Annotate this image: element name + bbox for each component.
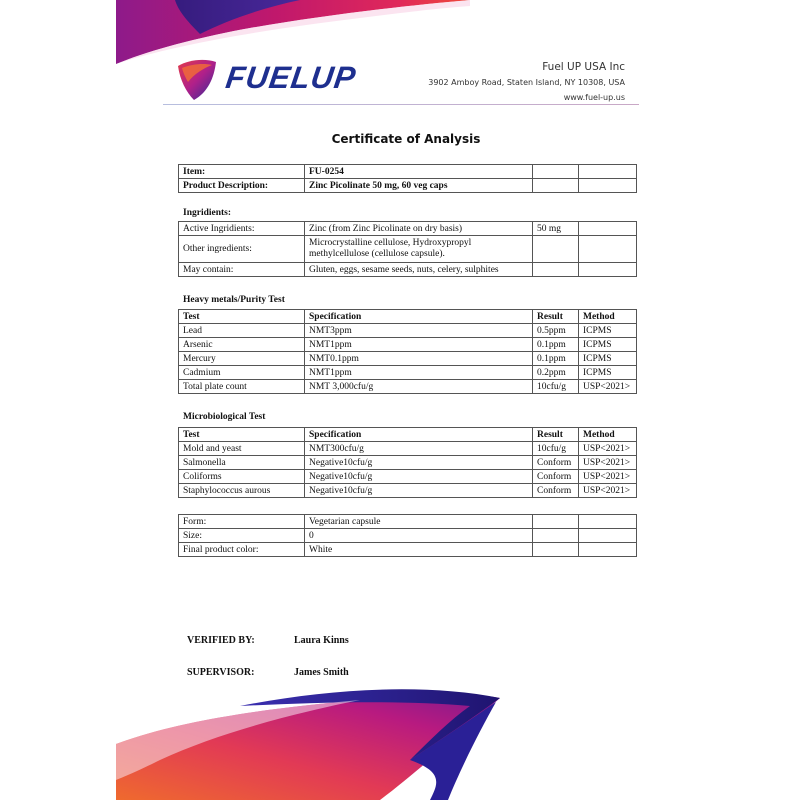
product-description-label: Product Description: (179, 179, 305, 193)
test-method: USP<2021> (579, 442, 637, 456)
test-result: Conform (533, 484, 579, 498)
test-method: USP<2021> (579, 380, 637, 394)
test-result: 10cfu/g (533, 442, 579, 456)
company-name: Fuel UP USA Inc (542, 61, 625, 73)
item-table (178, 164, 637, 193)
test-method: ICPMS (579, 338, 637, 352)
microbiological-heading: Microbiological Test (183, 412, 266, 422)
test-method: ICPMS (579, 352, 637, 366)
page-title: Certificate of Analysis (331, 132, 481, 146)
test-result: 0.2ppm (533, 366, 579, 380)
size-label: Size: (179, 529, 305, 543)
test-method: ICPMS (579, 324, 637, 338)
column-header-test: Test (179, 428, 305, 442)
test-method: USP<2021> (579, 470, 637, 484)
test-method: USP<2021> (579, 484, 637, 498)
active-ingredients-label: Active Ingridients: (179, 222, 305, 236)
table-row (179, 338, 637, 352)
test-specification: Negative10cfu/g (305, 470, 533, 484)
ingredients-heading: Ingridients: (183, 208, 232, 218)
table-row (179, 442, 637, 456)
size-value: 0 (305, 529, 533, 543)
column-header-result: Result (533, 428, 579, 442)
column-header-specification: Specification (305, 428, 533, 442)
table-row (179, 263, 637, 277)
ingredients-table (178, 221, 637, 277)
table-row (179, 165, 637, 179)
header-divider (163, 104, 639, 105)
verified-by-label: VERIFIED BY: (187, 635, 255, 646)
table-row (179, 470, 637, 484)
test-name: Coliforms (179, 470, 305, 484)
heavy-metals-table (178, 309, 637, 394)
table-row (179, 529, 637, 543)
color-label: Final product color: (179, 543, 305, 557)
table-row (179, 484, 637, 498)
table-row (179, 352, 637, 366)
company-website: www.fuel-up.us (563, 93, 625, 102)
test-method: ICPMS (579, 366, 637, 380)
footer-wave-graphic (0, 680, 800, 800)
supervisor-label: SUPERVISOR: (187, 667, 255, 678)
test-result: 10cfu/g (533, 380, 579, 394)
test-name: Arsenic (179, 338, 305, 352)
supervisor-name: James Smith (294, 667, 349, 678)
column-header-method: Method (579, 428, 637, 442)
other-ingredients-amount (533, 236, 579, 263)
column-header-result: Result (533, 310, 579, 324)
microbiological-table (178, 427, 637, 498)
table-header-row (179, 310, 637, 324)
form-value: Vegetarian capsule (305, 515, 533, 529)
may-contain-value: Gluten, eggs, sesame seeds, nuts, celery, sulphites (305, 263, 533, 277)
active-ingredients-amount: 50 mg (533, 222, 579, 236)
color-value: White (305, 543, 533, 557)
company-address: 3902 Amboy Road, Staten Island, NY 10308, USA (428, 78, 625, 87)
test-specification: NMT 3,000cfu/g (305, 380, 533, 394)
test-name: Mercury (179, 352, 305, 366)
table-row (179, 380, 637, 394)
table-row (179, 324, 637, 338)
test-result: 0.1ppm (533, 352, 579, 366)
verified-by-name: Laura Kinns (294, 635, 349, 646)
company-info (428, 59, 625, 105)
test-result: 0.1ppm (533, 338, 579, 352)
physical-properties-table (178, 514, 637, 557)
item-label: Item: (179, 165, 305, 179)
header-wave-graphic (0, 0, 800, 120)
table-header-row (179, 428, 637, 442)
fuelup-logo-text: FUELUP (223, 60, 359, 95)
test-method: USP<2021> (579, 456, 637, 470)
table-row (179, 366, 637, 380)
test-specification: Negative10cfu/g (305, 484, 533, 498)
fuelup-logo-icon (174, 56, 218, 102)
test-specification: NMT0.1ppm (305, 352, 533, 366)
other-ingredients-value: Microcrystalline cellulose, Hydroxypropyl methylcellulose (cellulose capsule). (305, 236, 533, 263)
test-specification: NMT300cfu/g (305, 442, 533, 456)
test-name: Mold and yeast (179, 442, 305, 456)
test-specification: Negative10cfu/g (305, 456, 533, 470)
test-result: Conform (533, 456, 579, 470)
test-result: Conform (533, 470, 579, 484)
column-header-method: Method (579, 310, 637, 324)
table-row (179, 236, 637, 263)
heavy-metals-heading: Heavy metals/Purity Test (183, 295, 285, 305)
table-row (179, 543, 637, 557)
column-header-specification: Specification (305, 310, 533, 324)
active-ingredients-value: Zinc (from Zinc Picolinate on dry basis) (305, 222, 533, 236)
may-contain-label: May contain: (179, 263, 305, 277)
test-name: Salmonella (179, 456, 305, 470)
test-name: Cadmium (179, 366, 305, 380)
item-value: FU-0254 (305, 165, 533, 179)
test-name: Total plate count (179, 380, 305, 394)
product-description-value: Zinc Picolinate 50 mg, 60 veg caps (305, 179, 533, 193)
test-specification: NMT3ppm (305, 324, 533, 338)
test-specification: NMT1ppm (305, 366, 533, 380)
other-ingredients-label: Other ingredients: (179, 236, 305, 263)
test-result: 0.5ppm (533, 324, 579, 338)
may-contain-amount (533, 263, 579, 277)
test-specification: NMT1ppm (305, 338, 533, 352)
table-row (179, 222, 637, 236)
test-name: Lead (179, 324, 305, 338)
column-header-test: Test (179, 310, 305, 324)
table-row (179, 456, 637, 470)
table-row (179, 179, 637, 193)
form-label: Form: (179, 515, 305, 529)
table-row (179, 515, 637, 529)
test-name: Staphylococcus aurous (179, 484, 305, 498)
